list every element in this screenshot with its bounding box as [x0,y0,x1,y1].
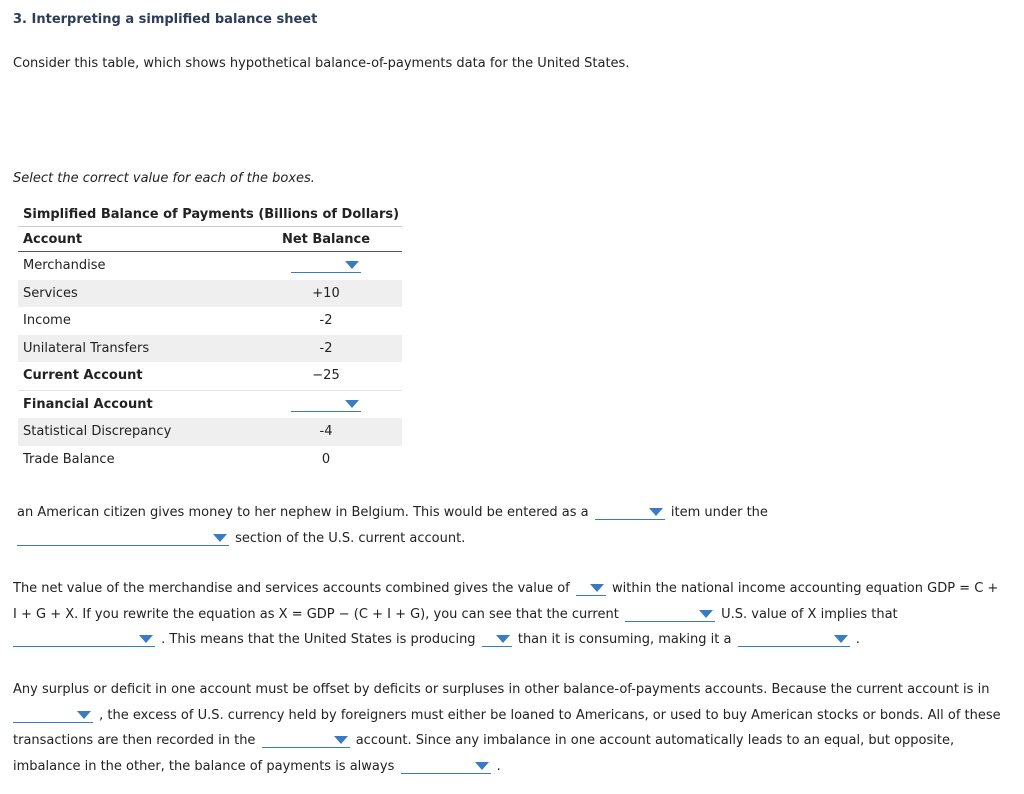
row-label: Income [23,313,71,329]
implication-dropdown[interactable] [13,632,155,647]
row-label: Financial Account [23,396,153,412]
row-label: Statistical Discrepancy [23,424,172,440]
table-row-merchandise [18,252,402,280]
paragraph-text: U.S. value of X implies that [721,606,898,622]
transfer-question-paragraph [13,500,773,551]
paragraph-text: . This means that the United States is producing [161,632,476,647]
table-row-statistical-discrepancy [18,418,402,446]
equation-variable-dropdown[interactable] [576,581,606,596]
table-header-row [18,227,402,252]
row-value: +10 [312,285,340,301]
paragraph-text: Any surplus or deficit in one account must be offset by deficits or surpluses in other balance-of-payments accounts. Because the current account is in [13,682,990,697]
paragraph-text: The net value of the merchandise and services accounts combined gives the value of [13,581,570,596]
table-row-unilateral-transfers [18,335,402,363]
row-label: Trade Balance [23,451,115,467]
balance-offset-paragraph [13,677,1003,779]
paragraph-text: section of the U.S. current account. [235,530,466,546]
sign-of-x-dropdown[interactable] [625,607,715,622]
table-row-current-account [18,362,402,391]
triangle-down-icon [590,584,604,592]
merchandise-value-dropdown[interactable] [291,258,361,273]
triangle-down-icon [834,635,848,643]
row-value: -2 [319,340,333,356]
question-title: 3. Interpreting a simplified balance sheet [13,12,318,27]
paragraph-text: within the national income accounting equation GDP = C + I + G + X. If you rewrite the equation as X = GDP − (C + I + G), you can see that the current [13,581,999,622]
triangle-down-icon [699,610,713,618]
current-account-section-dropdown[interactable] [17,531,229,546]
row-value: 0 [321,451,331,467]
table-row-trade-balance [18,446,402,474]
table-row-services [18,280,402,308]
triangle-down-icon [139,635,153,643]
column-header-account: Account [23,231,83,247]
row-label: Current Account [23,368,143,384]
triangle-down-icon [475,762,489,770]
triangle-down-icon [649,508,663,516]
balance-state-dropdown[interactable] [401,759,491,774]
triangle-down-icon [496,635,510,643]
row-label: Services [23,285,78,301]
table-row-income [18,307,402,335]
paragraph-text: . [496,758,501,774]
financial-account-value-dropdown[interactable] [291,397,361,412]
row-label: Unilateral Transfers [23,340,150,356]
credit-debit-dropdown[interactable] [595,505,665,520]
table-row-financial-account [18,391,402,419]
account-type-dropdown[interactable] [262,733,350,748]
triangle-down-icon [345,400,359,408]
row-label: Merchandise [23,258,106,274]
paragraph-text: item under the [670,505,768,520]
net-exports-paragraph [13,576,1003,653]
paragraph-text: than it is consuming, making it a [517,632,732,647]
balance-of-payments-table [18,206,402,473]
intro-text: Consider this table, which shows hypothetical balance-of-payments data for the United States. [13,56,630,71]
triangle-down-icon [77,711,91,719]
table-caption: Simplified Balance of Payments (Billions of Dollars) [18,206,402,227]
triangle-down-icon [213,534,227,542]
paragraph-text: an American citizen gives money to her nephew in Belgium. This would be entered as a [17,505,589,520]
paragraph-text: , the excess of U.S. currency held by foreigners must either be loaned to Americans, or used to buy American stocks or bonds. All of these transactions are then recorded in the [13,707,1001,748]
surplus-deficit-dropdown[interactable] [13,708,93,723]
instructions-text: Select the correct value for each of the boxes. [13,171,315,186]
row-value: −25 [312,368,340,384]
column-header-net-balance: Net Balance [281,231,371,247]
paragraph-text: . [855,632,860,647]
paragraph-text: account. Since any imbalance in one account automatically leads to an equal, but opposite, imbalance in the other, the balance of payments is always [13,733,955,774]
row-value: -4 [319,424,333,440]
borrower-lender-dropdown[interactable] [738,632,850,647]
triangle-down-icon [345,261,359,269]
more-less-dropdown[interactable] [482,632,512,647]
triangle-down-icon [334,736,348,744]
row-value: -2 [319,313,333,329]
